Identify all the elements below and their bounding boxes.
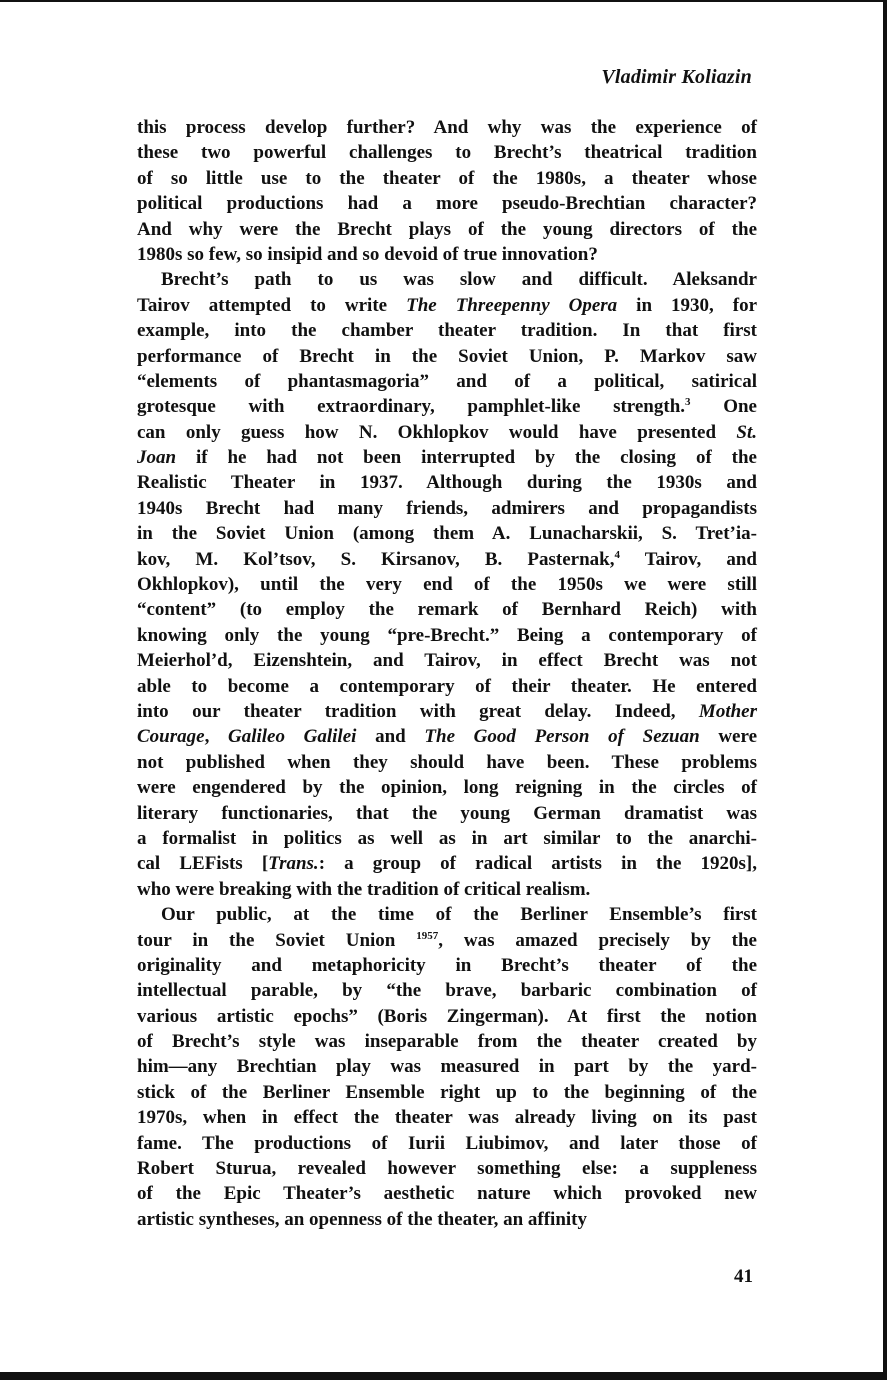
text-line: Okhlopkov), until the very end of the 1950s we were still [137,574,757,596]
text-line: example, into the chamber theater tradition. In that first [137,320,757,342]
text-line: able to become a contemporary of their theater. He entered [137,675,757,697]
text-line: fame. The productions of Iurii Liubimov, and later those of [137,1132,757,1154]
text-line: Brecht’s path to us was slow and difficult. Aleksandr [161,269,757,291]
page-number: 41 [734,1266,753,1287]
text-line: literary functionaries, that the young German dramatist was [137,802,757,824]
running-head-author: Vladimir Koliazin [601,66,752,88]
text-line: a formalist in politics as well as in art similar to the anarchi- [137,827,757,849]
text-line: kov, M. Kol’tsov, S. Kirsanov, B. Pasternak,$^4$ Tairov, and [137,548,758,570]
text-line: grotesque with extraordinary, pamphlet-like strength.$^3$ One [137,396,757,418]
paragraph [137,267,757,902]
text-line: Our public, at the time of the Berliner Ensemble’s first [161,904,757,926]
text-line: stick of the Berliner Ensemble right up to the beginning of the [137,1081,757,1103]
text-line: knowing only the young “pre-Brecht.” Being a contemporary of [137,624,757,646]
text-line: of Brecht’s style was inseparable from the theater created by [137,1031,757,1053]
text-line: 1970s, when in effect the theater was already living on its past [137,1107,757,1129]
text-line: him—any Brechtian play was measured in part by the yard- [137,1056,757,1078]
text-line: 1980s so few, so insipid and so devoid of true innovation? [137,243,598,265]
text-line: of so little use to the theater of the 1980s, a theater whose [137,167,757,189]
scan-border-top [0,0,887,2]
text-line: And why were the Brecht plays of the young directors of the [137,218,757,240]
text-line: can only guess how N. Okhlopkov would have presented St. [137,421,757,443]
text-line: various artistic epochs” (Boris Zingerman). At first the notion [137,1005,757,1027]
paragraph [137,115,757,267]
text-line: artistic syntheses, an openness of the theater, an affinity [137,1208,588,1230]
text-line: in the Soviet Union (among them A. Lunacharskii, S. Tret’ia- [137,523,757,545]
text-line: “elements of phantasmagoria” and of a political, satirical [137,370,757,392]
text-line: cal LEFists [Trans.: a group of radical artists in the 1920s], [137,853,757,875]
text-line: these two powerful challenges to Brecht’s theatrical tradition [137,142,757,164]
text-line: Tairov attempted to write The Threepenny Opera in 1930, for [137,294,757,316]
text-line: originality and metaphoricity in Brecht’s theater of the [137,954,757,976]
text-line: were engendered by the opinion, long reigning in the circles of [137,777,757,799]
text-line: performance of Brecht in the Soviet Union, P. Markov saw [137,345,757,367]
text-line: 1940s Brecht had many friends, admirers and propagandists [137,497,757,519]
text-line: Meierhol’d, Eizenshtein, and Tairov, in effect Brecht was not [137,650,757,672]
text-line: tour in the Soviet Union $^{1957}$, was amazed precisely by the [137,929,757,951]
text-line: not published when they should have been. These problems [137,751,757,773]
text-line: who were breaking with the tradition of critical realism. [137,878,591,900]
text-line: Joan if he had not been interrupted by the closing of the [137,447,757,469]
text-line: intellectual parable, by “the brave, barbaric combination of [137,980,757,1002]
text-line: political productions had a more pseudo-Brechtian character? [137,193,757,215]
text-line: this process develop further? And why was the experience of [137,117,757,138]
text-line: into our theater tradition with great delay. Indeed, Mother [137,700,757,722]
text-line: “content” (to employ the remark of Bernhard Reich) with [137,599,757,621]
paragraph [137,902,757,1232]
scan-border-right [883,0,887,1380]
text-line: Courage, Galileo Galilei and The Good Person of Sezuan were [137,726,758,748]
text-line: of the Epic Theater’s aesthetic nature which provoked new [137,1183,757,1205]
scan-border-bottom [0,1372,887,1380]
text-line: Realistic Theater in 1937. Although during the 1930s and [137,472,757,494]
body-text [137,115,757,1232]
text-line: Robert Sturua, revealed however something else: a suppleness [137,1158,757,1180]
